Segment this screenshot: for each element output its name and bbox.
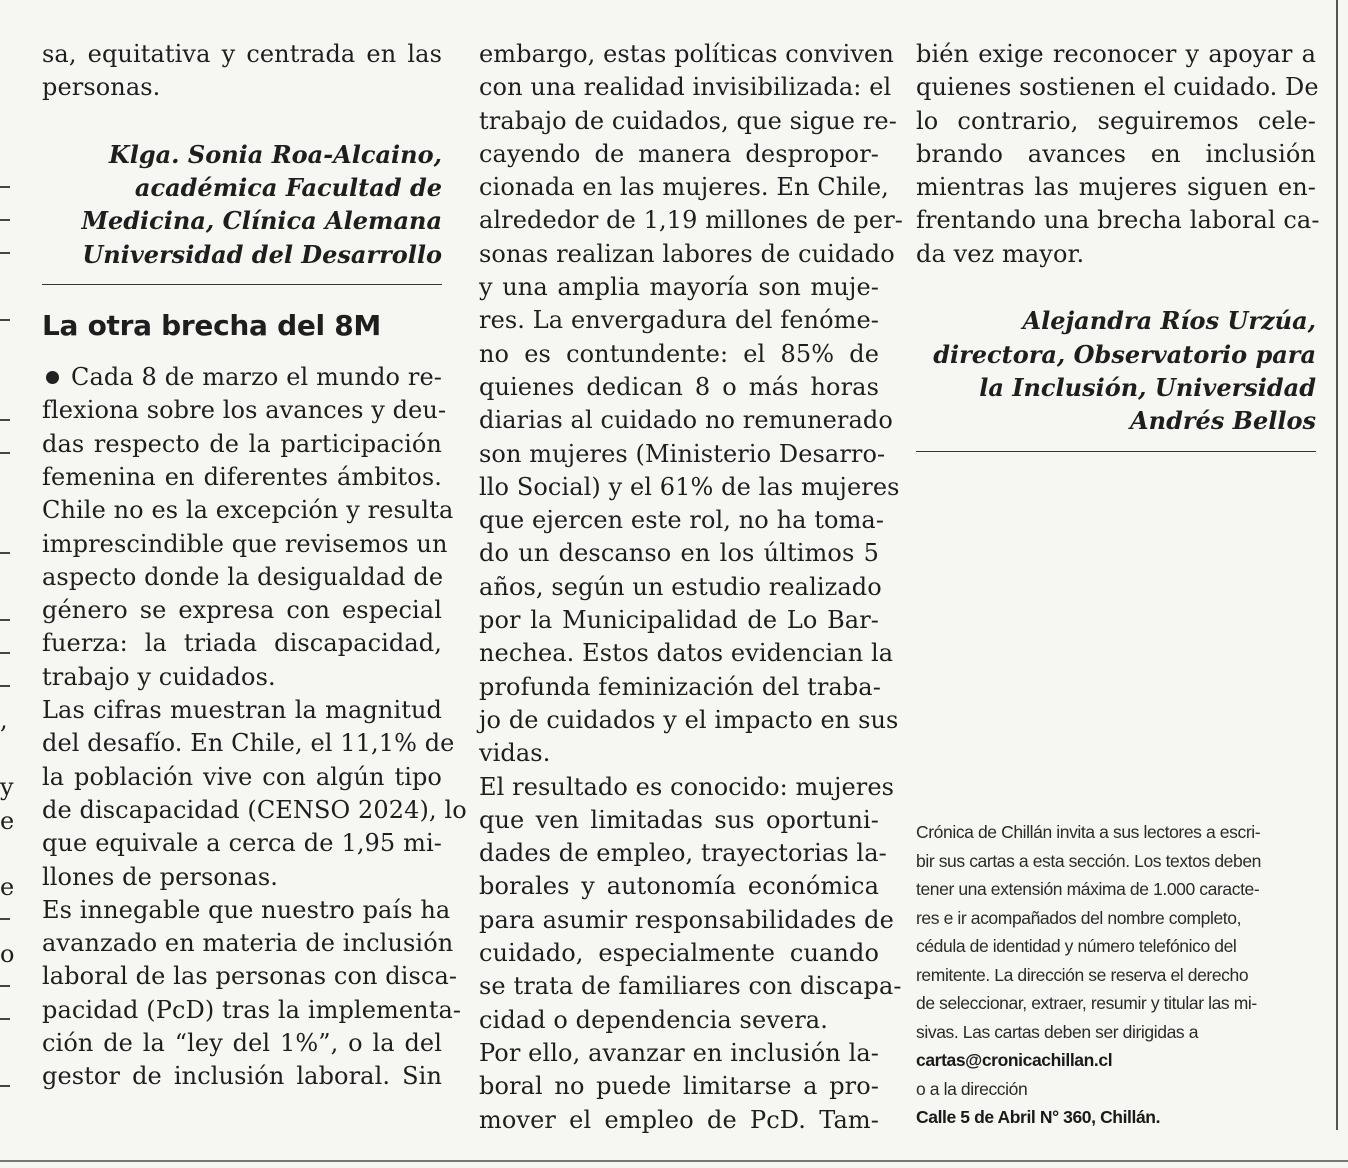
body-line: jo de cuidados y el impacto en sus bbox=[479, 705, 899, 734]
info-line: cédula de identidad y número telefónico del bbox=[916, 936, 1237, 956]
body-line: aspecto donde la desigualdad de bbox=[42, 562, 444, 591]
body-line: res. La envergadura del fenóme- bbox=[479, 306, 879, 335]
body-line: do un descanso en los últimos 5 bbox=[479, 539, 879, 568]
body-line: Las cifras muestran la magnitud bbox=[42, 696, 442, 725]
signature-line: Klga. Sonia Roa-Alcaino, bbox=[108, 139, 442, 169]
body-line: dades de empleo, trayectorias la- bbox=[479, 839, 887, 868]
edge-glyph: e bbox=[0, 807, 15, 835]
body-line: mover el empleo de PcD. Tam- bbox=[479, 1105, 879, 1134]
body-line: da vez mayor. bbox=[916, 239, 1085, 268]
body-line: años, según un estudio realizado bbox=[479, 572, 882, 601]
body-line: para asumir responsabilidades de bbox=[479, 905, 894, 934]
info-line: Crónica de Chillán invita a sus lectores a escri- bbox=[916, 822, 1261, 842]
body-line: la población vive con algún tipo bbox=[42, 762, 442, 791]
body-line: boral no puede limitarse a pro- bbox=[479, 1072, 879, 1101]
body-line: cidad o dependencia severa. bbox=[479, 1005, 828, 1034]
body-line: lo contrario, seguiremos cele- bbox=[916, 106, 1316, 135]
info-line: sivas. Las cartas deben ser dirigidas a bbox=[916, 1021, 1199, 1042]
body-line: bién exige reconocer y apoyar a bbox=[916, 40, 1316, 68]
body-line: profunda feminización del traba- bbox=[479, 672, 881, 701]
body-line: llones de personas. bbox=[42, 862, 279, 891]
page-bottom-rule bbox=[0, 1160, 1348, 1162]
column-2 bbox=[479, 38, 903, 1137]
body-line: son mujeres (Ministerio Desarro- bbox=[479, 439, 886, 468]
body-line: género se expresa con especial bbox=[42, 596, 442, 625]
column-1 bbox=[42, 38, 467, 1094]
body-line: Chile no es la excepción y resulta bbox=[42, 496, 454, 525]
body-line: borales y autonomía económica bbox=[479, 872, 879, 901]
body-line: imprescindible que revisemos un bbox=[42, 529, 448, 558]
body-line: que ejercen este rol, no ha toma- bbox=[479, 506, 885, 535]
info-line: tener una extensión máxima de 1.000 caracte- bbox=[916, 879, 1260, 899]
info-line: de seleccionar, extraer, resumir y titular las mi- bbox=[916, 993, 1257, 1013]
body-line: se trata de familiares con discapa- bbox=[479, 972, 902, 1001]
edge-glyph: , bbox=[0, 706, 8, 734]
body-line: gestor de inclusión laboral. Sin bbox=[42, 1062, 442, 1091]
body-line: llo Social) y el 61% de las mujeres bbox=[479, 472, 900, 501]
body-line: diarias al cuidado no remunerado bbox=[479, 406, 893, 435]
body-line: ción de la “ley del 1%”, o la del bbox=[42, 1029, 442, 1058]
section-divider bbox=[916, 451, 1316, 452]
bullet-icon bbox=[46, 371, 59, 384]
signature-line: Andrés Bellos bbox=[1130, 406, 1316, 436]
body-line: que ven limitadas sus oportuni- bbox=[479, 805, 879, 834]
edge-glyph: o bbox=[0, 940, 15, 968]
body-line: personas. bbox=[42, 73, 161, 102]
postal-address: Calle 5 de Abril N° 360, Chillán. bbox=[916, 1107, 1161, 1127]
signature-line: Universidad del Desarrollo bbox=[82, 239, 442, 269]
info-line: remitente. La dirección se reserva el derecho bbox=[916, 964, 1249, 985]
body-line: Cada 8 de marzo el mundo re- bbox=[42, 361, 442, 394]
body-line: embargo, estas políticas conviven bbox=[479, 40, 894, 68]
body-line: no es contundente: el 85% de bbox=[479, 339, 879, 368]
section-divider bbox=[42, 284, 442, 285]
signature-line: la Inclusión, Universidad bbox=[979, 372, 1316, 402]
body-line: mientras las mujeres siguen en- bbox=[916, 173, 1316, 202]
body-line: trabajo de cuidados, que sigue re- bbox=[479, 106, 897, 135]
body-line: flexiona sobre los avances y deu- bbox=[42, 396, 447, 425]
page-right-rule bbox=[1336, 0, 1338, 1130]
body-line: vidas. bbox=[479, 739, 551, 768]
info-line: res e ir acompañados del nombre completo, bbox=[916, 907, 1242, 928]
body-line: fuerza: la triada discapacidad, bbox=[42, 629, 442, 658]
letter-headline: La otra brecha del 8M bbox=[42, 309, 381, 343]
body-line: quienes sostienen el cuidado. De bbox=[916, 73, 1319, 102]
body-line: Por ello, avanzar en inclusión la- bbox=[479, 1038, 879, 1067]
column-3 bbox=[916, 38, 1320, 470]
body-line: trabajo y cuidados. bbox=[42, 662, 276, 691]
letters-info-box bbox=[916, 818, 1316, 1132]
signature-line: Alejandra Ríos Urzúa, bbox=[1022, 306, 1316, 336]
signature-line: Medicina, Clínica Alemana bbox=[81, 206, 442, 236]
edge-glyph: y bbox=[0, 773, 14, 801]
edge-glyph: e bbox=[0, 873, 15, 901]
body-line: por la Municipalidad de Lo Bar- bbox=[479, 606, 879, 635]
body-line: del desafío. En Chile, el 11,1% de bbox=[42, 729, 455, 758]
body-line: pacidad (PcD) tras la implementa- bbox=[42, 995, 462, 1024]
signature-line: directora, Observatorio para bbox=[933, 339, 1316, 369]
body-line: con una realidad invisibilizada: el bbox=[479, 73, 892, 102]
body-line: avanzado en materia de inclusión bbox=[42, 929, 454, 958]
body-line: das respecto de la participación bbox=[42, 429, 442, 458]
body-line: cionada en las mujeres. En Chile, bbox=[479, 173, 889, 202]
info-line: o a la dirección bbox=[916, 1078, 1028, 1099]
signature-line: académica Facultad de bbox=[134, 173, 442, 203]
body-line: El resultado es conocido: mujeres bbox=[479, 772, 895, 801]
body-line: brando avances en inclusión bbox=[916, 139, 1316, 168]
body-line: femenina en diferentes ámbitos. bbox=[42, 462, 442, 491]
body-line: alrededor de 1,19 millones de per- bbox=[479, 206, 903, 235]
body-line: cuidado, especialmente cuando bbox=[479, 939, 879, 968]
body-line: nechea. Estos datos evidencian la bbox=[479, 639, 894, 668]
body-line: sa, equitativa y centrada en las bbox=[42, 40, 442, 68]
email-address: cartas@cronicachillan.cl bbox=[916, 1050, 1113, 1070]
body-line: que equivale a cerca de 1,95 mi- bbox=[42, 829, 442, 858]
body-line: Es innegable que nuestro país ha bbox=[42, 895, 451, 924]
body-line: cayendo de manera despropor- bbox=[479, 139, 879, 168]
body-line: frentando una brecha laboral ca- bbox=[916, 206, 1320, 235]
body-line: quienes dedican 8 o más horas bbox=[479, 372, 879, 401]
info-line: bir sus cartas a esta sección. Los textos deben bbox=[916, 850, 1262, 871]
body-line: sonas realizan labores de cuidado bbox=[479, 239, 895, 268]
body-line: laboral de las personas con disca- bbox=[42, 962, 458, 991]
body-line: de discapacidad (CENSO 2024), lo bbox=[42, 795, 467, 824]
body-line: y una amplia mayoría son muje- bbox=[479, 273, 879, 302]
